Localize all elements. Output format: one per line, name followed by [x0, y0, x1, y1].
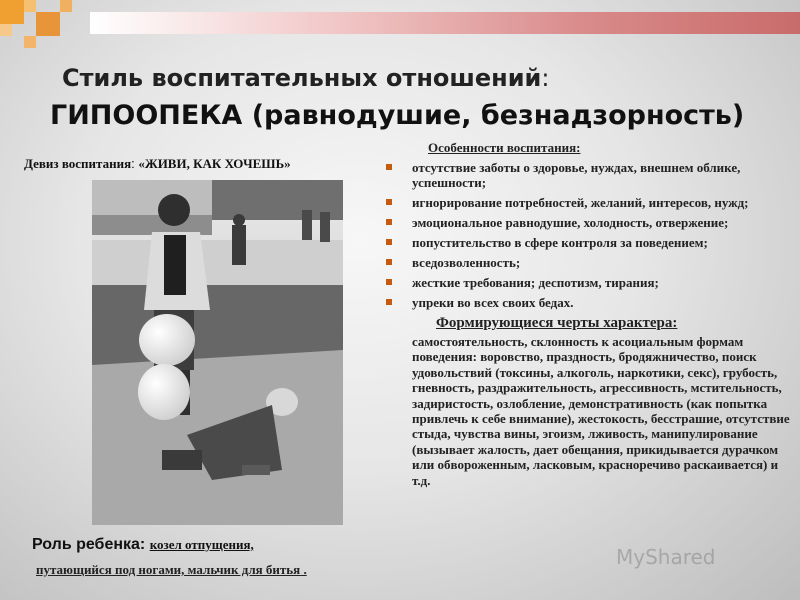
header-gradient-bar: [90, 12, 800, 34]
bullet-icon: [386, 259, 392, 265]
list-item-text: жесткие требования; деспотизм, тирания;: [412, 275, 659, 290]
content-column: [372, 140, 792, 488]
motto-label: Девиз воспитания: [24, 156, 132, 171]
slide-title: [62, 64, 549, 92]
watermark-logo: MyShared: [616, 545, 716, 569]
list-item-text: игнорирование потребностей, желаний, интересов, нужд;: [412, 195, 749, 210]
role-value-2: путающийся под ногами, мальчик для битья: [36, 562, 301, 577]
decor-square: [36, 12, 60, 36]
list-item: [372, 295, 792, 310]
list-item-text: отсутствие заботы о здоровье, нуждах, внешнем облике, успешности;: [412, 160, 741, 190]
illustration-photo: [92, 180, 343, 525]
decor-square: [24, 0, 36, 12]
features-list: [372, 160, 792, 310]
child-role-line: [32, 536, 254, 554]
bullet-icon: [386, 279, 392, 285]
list-item: [372, 160, 792, 190]
title-text: Стиль воспитательных отношений: [62, 64, 542, 92]
decor-square: [24, 36, 36, 48]
role-value: козел отпущения,: [149, 537, 254, 552]
role-label: Роль ребенка: [32, 536, 140, 553]
decor-square: [0, 24, 12, 36]
decor-square: [60, 0, 72, 12]
decor-square: [0, 0, 24, 24]
list-item-text: попустительство в сфере контроля за поведением;: [412, 235, 708, 250]
photo-image: [92, 180, 343, 525]
list-item: [372, 195, 792, 210]
traits-title: Формирующиеся черты характера:: [436, 315, 678, 331]
list-item-text: эмоциональное равнодушие, холодность, отвержение;: [412, 215, 729, 230]
list-item: [372, 255, 792, 270]
traits-text: самостоятельность, склонность к асоциальным формам поведения: воровство, праздность, бродяжничество, поиск удовольствий (токсины, алкоголь, наркотики, секс), грубость, гневность, раздражительность, агрессивность, мстительность, задиристость, озлобление, демонстративность (как попытка привлечь к себе внимание), жестокость, бесстрашие, отсутствие стыда, чувства вины, эгоизм, лживость, манипулирование (вызывает жалость, дает обещания, прикидывается дурачком или обвороженным, ласковым, красноречиво раскаивается) и т.д.: [412, 334, 790, 488]
bullet-icon: [386, 199, 392, 205]
features-title: Особенности воспитания:: [428, 140, 581, 155]
bullet-icon: [386, 164, 392, 170]
motto-separator: :: [131, 156, 139, 171]
list-item-text: вседозволенность;: [412, 255, 521, 270]
bullet-icon: [386, 299, 392, 305]
role-separator: :: [139, 536, 150, 553]
slide-subtitle: ГИПООПЕКА (равнодушие, безнадзорность): [50, 100, 745, 131]
title-colon: :: [541, 64, 550, 92]
list-item: [372, 275, 792, 290]
role-value-2-suffix: .: [300, 562, 307, 577]
list-item: [372, 215, 792, 230]
child-role-line-2: [36, 562, 307, 578]
motto-value: «ЖИВИ, КАК ХОЧЕШЬ»: [138, 156, 291, 171]
list-item-text: упреки во всех своих бедах.: [412, 295, 574, 310]
motto-line: [24, 156, 291, 172]
bullet-icon: [386, 239, 392, 245]
bullet-icon: [386, 219, 392, 225]
list-item: [372, 235, 792, 250]
